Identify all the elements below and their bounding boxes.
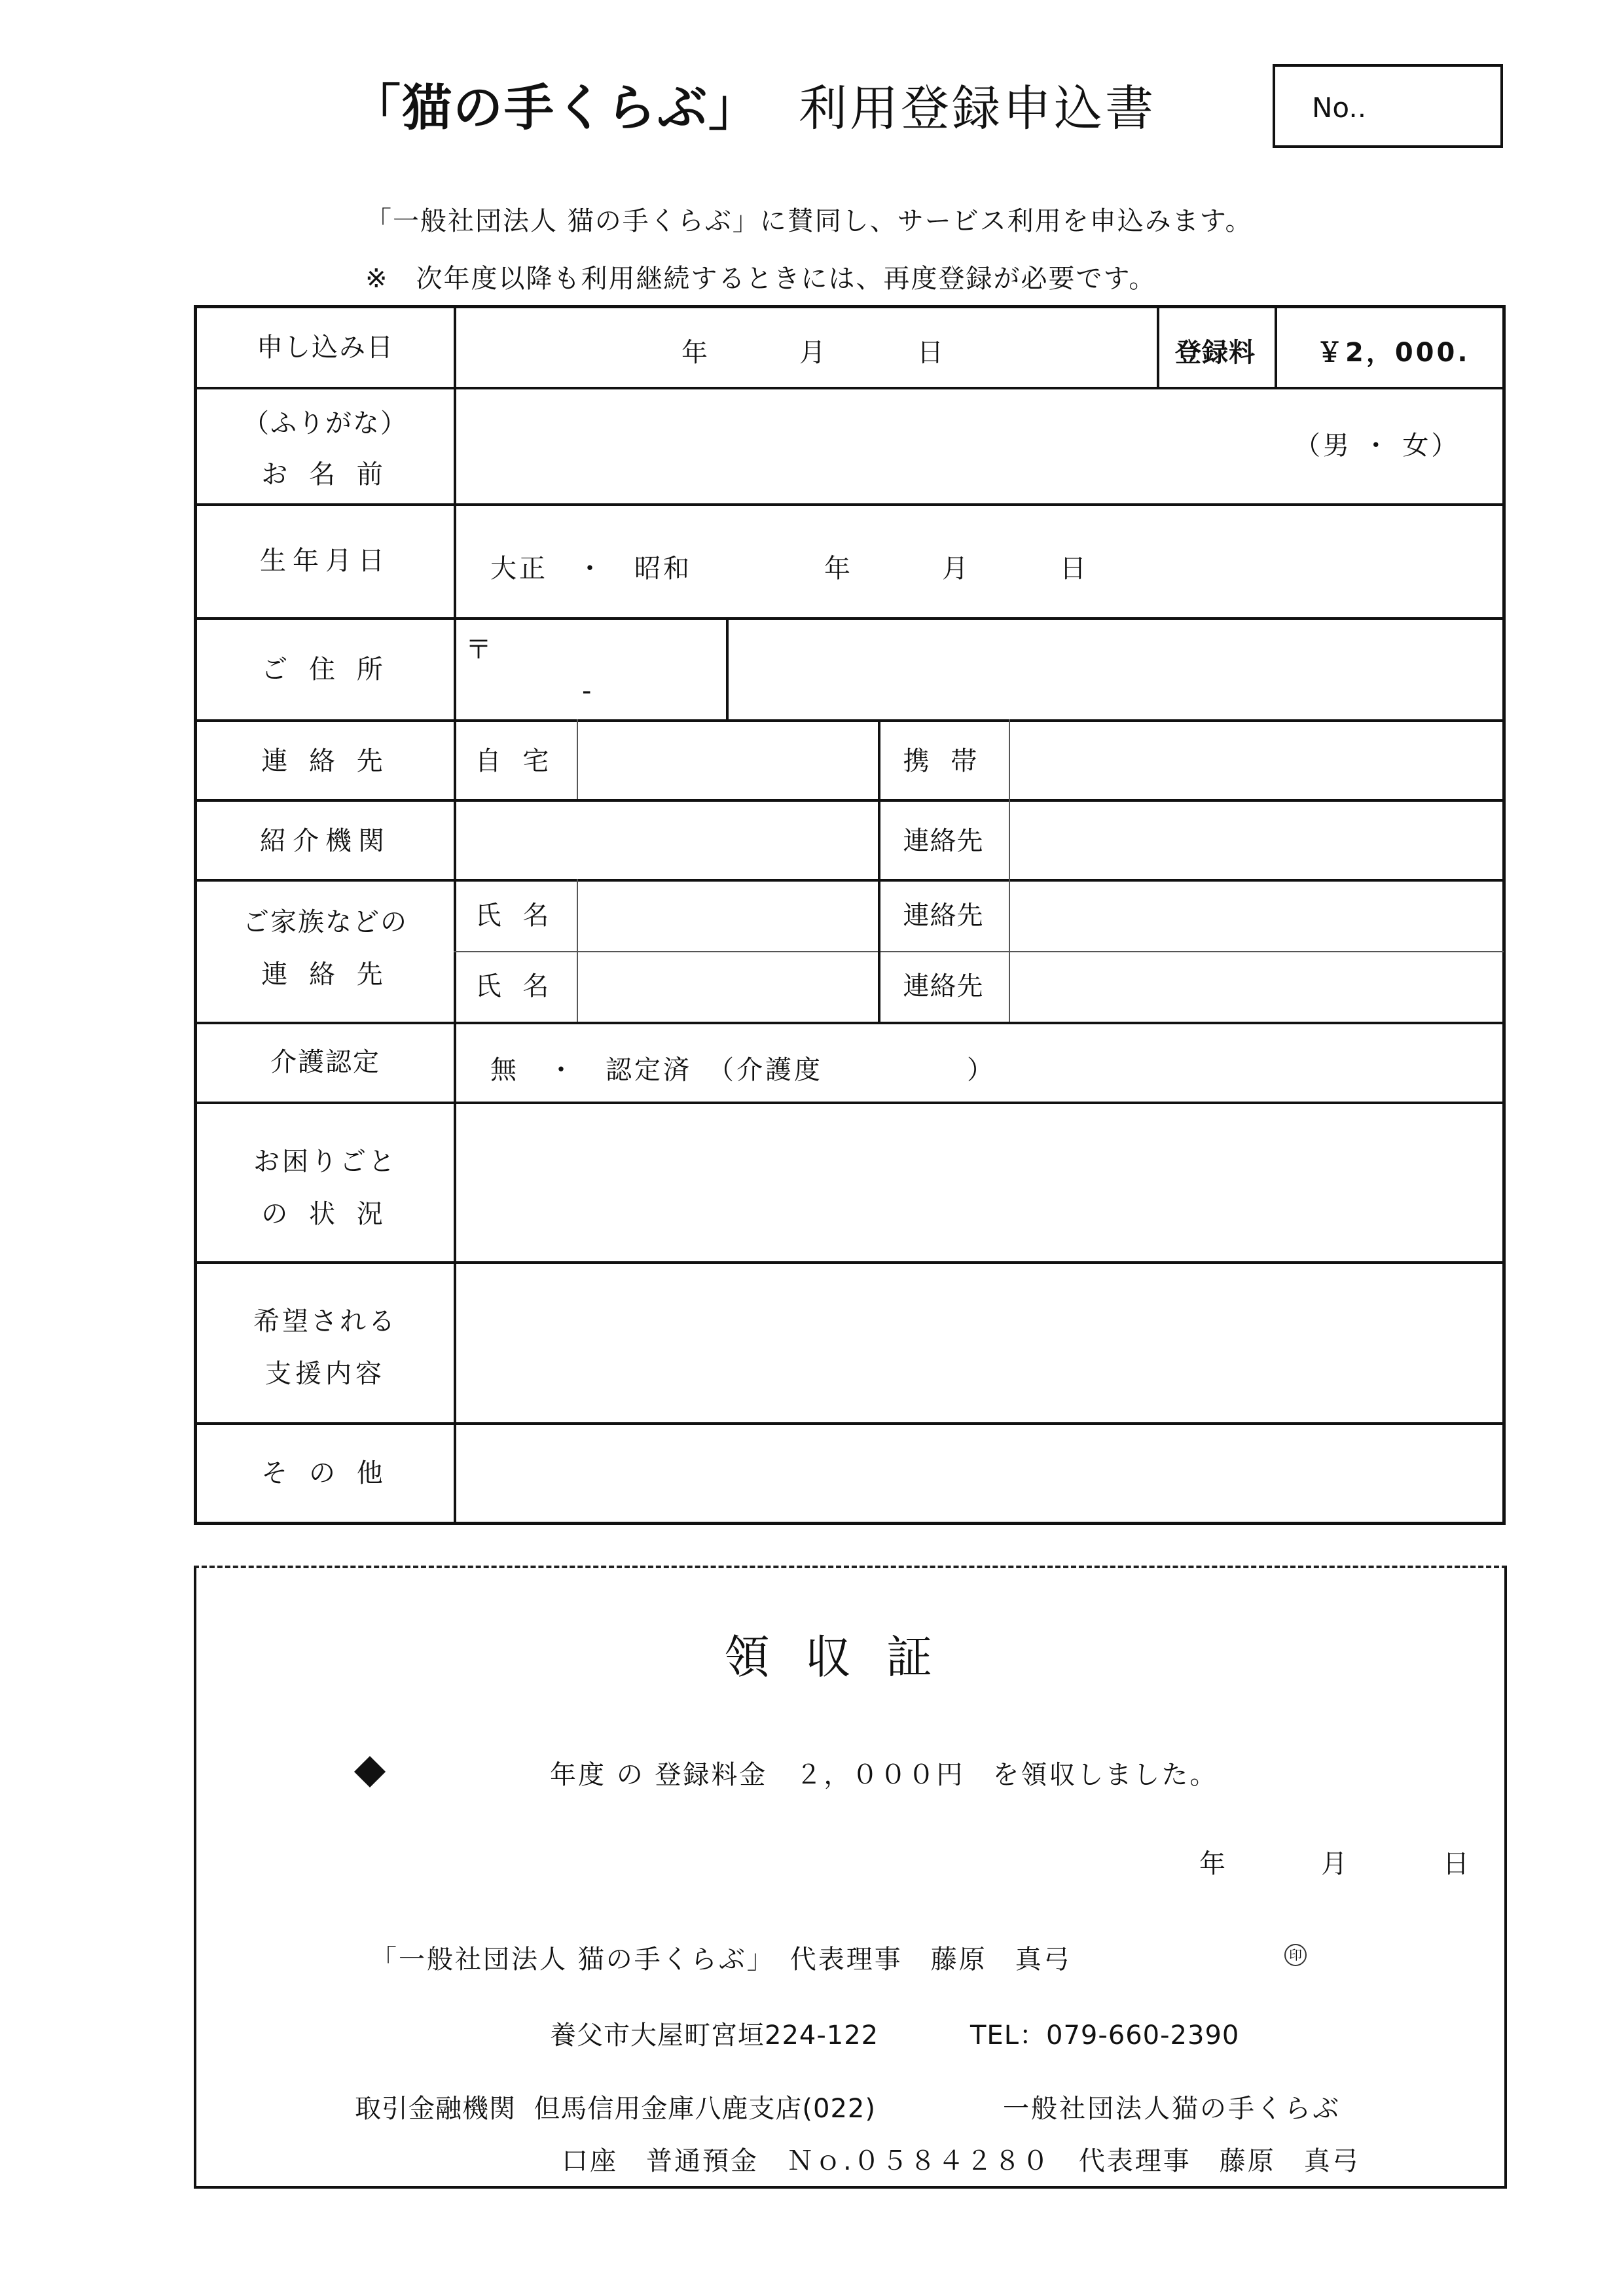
row-divider [197,1102,1504,1104]
family-contact-label-2: 連絡先 [903,971,984,1001]
diamond-icon [354,1756,386,1787]
mobile-label: 携 帯 [903,746,984,776]
fee-value-divider [1275,308,1277,387]
postal-mark: 〒 [465,635,494,665]
support-label-2: 支援内容 [265,1359,386,1389]
row-subdivider [454,951,1504,952]
receipt-month[interactable]: 月 [1321,1849,1349,1879]
support-label-1: 希望される [253,1306,397,1336]
org-address: 養父市大屋町宮垣224-122 [550,2020,879,2051]
referral-label: 紹介機関 [260,826,391,856]
seal-icon: 印 [1284,1944,1307,1966]
org-tel: TEL：079-660-2390 [970,2020,1240,2051]
other-label: そ の 他 [261,1458,390,1488]
page-title [351,68,1156,139]
row-divider [197,1022,1504,1024]
date-day[interactable]: 日 [917,338,946,368]
receipt-title: 領収証 [724,1630,968,1684]
family-label-2: 連 絡 先 [261,960,390,990]
dob-year[interactable]: 年 [824,554,853,584]
row-divider [197,503,1504,506]
trouble-label-2: の 状 況 [261,1199,390,1229]
postal-dash: - [582,676,594,706]
referral-contact-label: 連絡先 [903,826,984,856]
dob-era[interactable]: 大正 ・ 昭和 [490,554,692,584]
family-name-divider [577,879,578,1022]
row-divider [197,387,1504,389]
row-divider [197,719,1504,722]
intro-line-2: ※ 次年度以降も利用継続するときには、再度登録が必要です。 [365,264,1157,294]
contact-label: 連 絡 先 [261,746,390,776]
postal-divider [726,617,729,719]
bank-holder: 一般社団法人猫の手くらぶ [1003,2094,1341,2124]
fee-label: 登録料 [1175,338,1256,368]
address-label: ご 住 所 [261,655,390,685]
receipt-year[interactable]: 年 [1199,1849,1227,1879]
family-name-label-2: 氏 名 [475,971,556,1001]
registration-form [194,305,1506,1525]
intro-line-1: 「一般社団法人 猫の手くらぶ」に賛同し、サービス利用を申込みます。 [365,206,1253,236]
receipt [194,1566,1507,2189]
bank-line: 取引金融機関 但馬信用金庫八鹿支店(022) [355,2094,876,2124]
trouble-label-1: お困りごと [253,1147,397,1177]
org-line: 「一般社団法人 猫の手くらぶ」 代表理事 藤原 真弓 [371,1945,1072,1975]
account-line: 口座 普通預金 Ｎｏ.０５８４２８０ 代表理事 藤原 真弓 [562,2146,1360,2176]
family-label-1: ご家族などの [243,907,408,937]
fee-label-divider [1157,308,1159,387]
mobile-divider [1009,719,1010,1022]
dob-label: 生年月日 [260,546,391,576]
date-label: 申し込み日 [257,332,394,363]
row-divider [197,1261,1504,1264]
dob-day[interactable]: 日 [1060,554,1089,584]
date-year[interactable]: 年 [681,338,710,368]
gender-choice[interactable]: （男 ・ 女） [1294,431,1460,461]
receipt-day[interactable]: 日 [1443,1849,1471,1879]
title-brand: 「猫の手くらぶ」 [351,79,759,137]
family-contact-label-1: 連絡先 [903,901,984,931]
title-rest: 利用登録申込書 [799,81,1156,137]
name-label: お 名 前 [261,459,390,490]
home-divider [577,719,578,799]
furigana-label: （ふりがな） [243,408,408,439]
row-divider [197,617,1504,620]
date-month[interactable]: 月 [799,338,828,368]
number-label: No.. [1312,92,1367,124]
fee-value: ￥2，000. [1316,338,1470,368]
number-box[interactable] [1273,64,1503,148]
home-label: 自 宅 [475,746,556,776]
family-name-label-1: 氏 名 [475,901,556,931]
row-divider [197,1422,1504,1425]
receipt-statement: 年度 の 登録料金 ２，０００円 を領収しました。 [550,1760,1218,1790]
care-label: 介護認定 [270,1047,380,1077]
dob-month[interactable]: 月 [942,554,971,584]
row-divider [197,799,1504,802]
row-divider [197,879,1504,882]
care-options[interactable]: 無 ・ 認定済 （介護度 ） [490,1055,996,1085]
